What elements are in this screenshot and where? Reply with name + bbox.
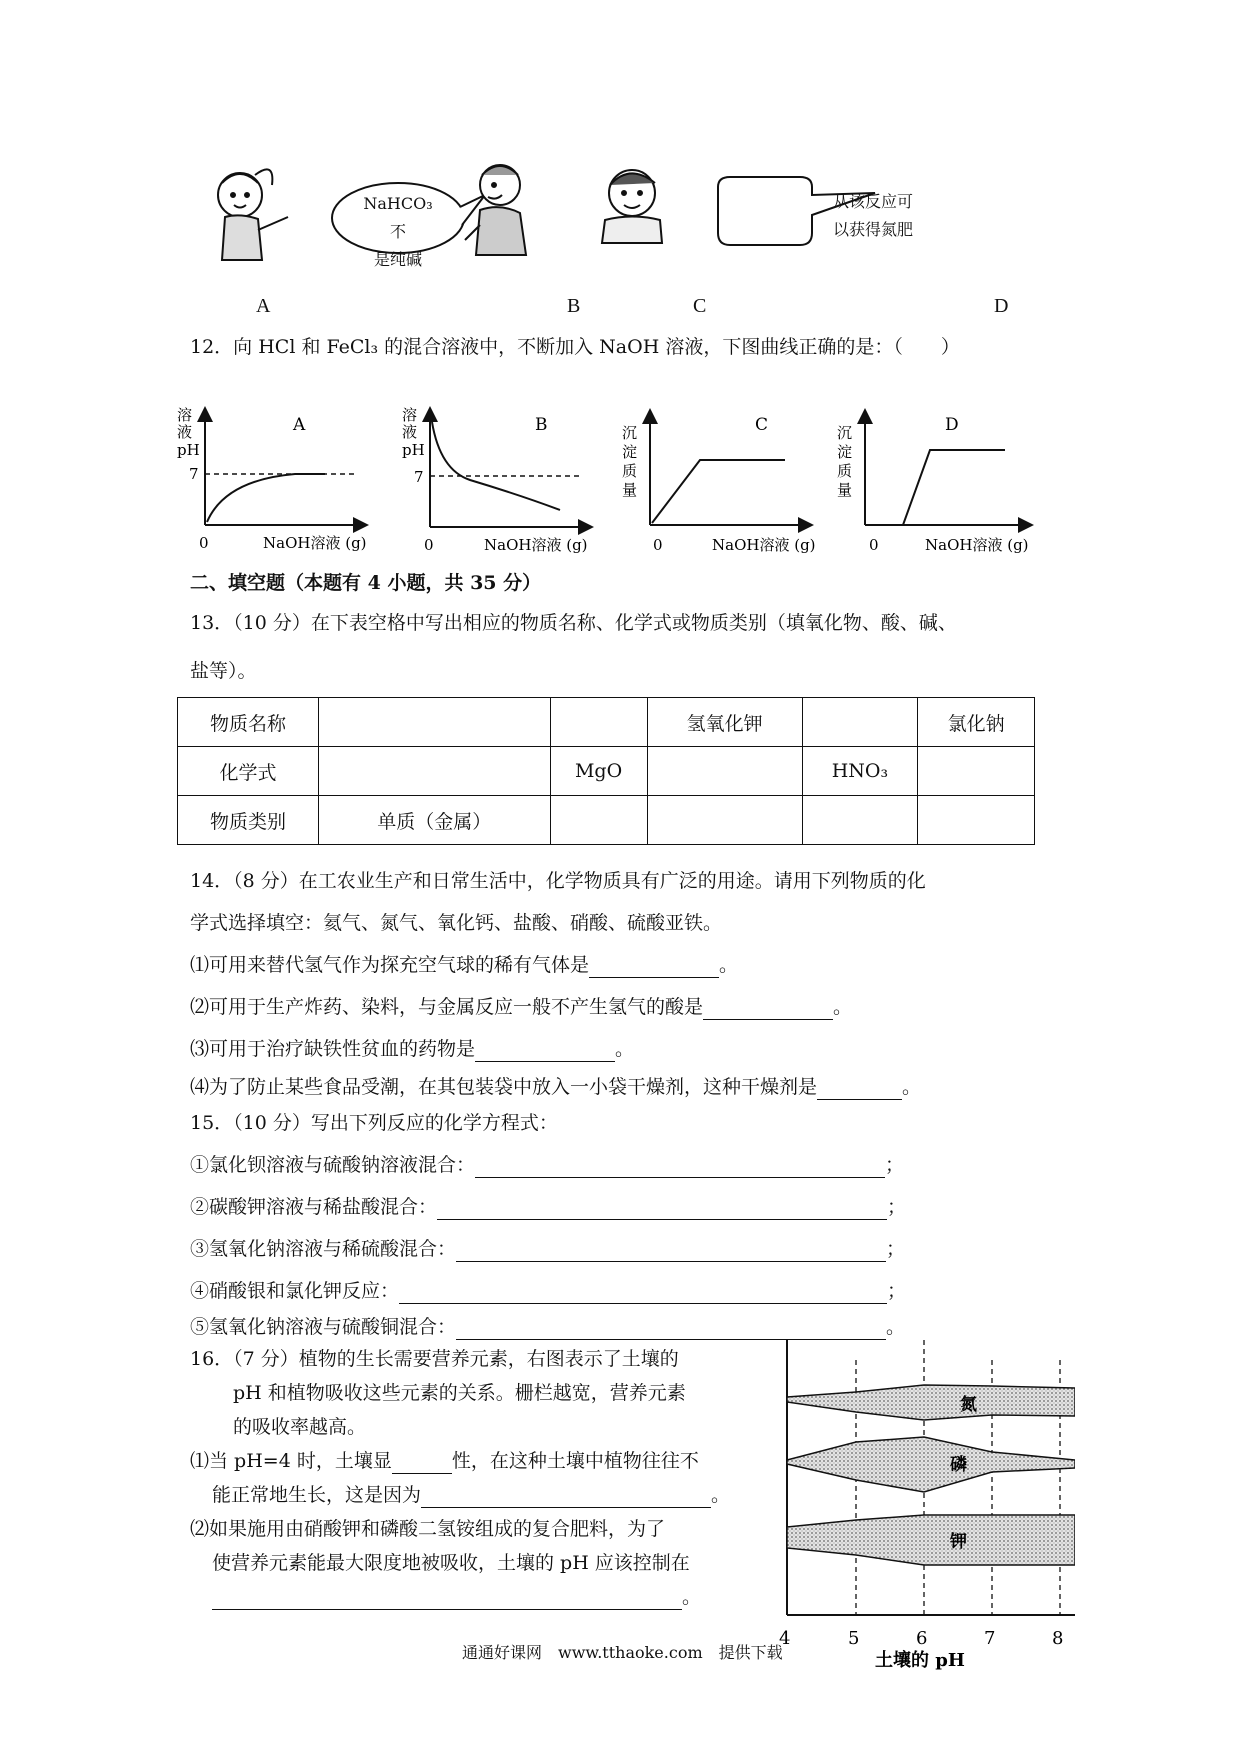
table-cell	[550, 796, 647, 845]
graph-c	[620, 400, 820, 560]
graph-a	[175, 400, 375, 560]
q15-item-4-end: ；	[887, 1280, 907, 1302]
table-cell: MgO	[550, 747, 647, 796]
table-cell	[550, 698, 647, 747]
q12-stem: 12．向 HCl 和 FeCl₃ 的混合溶液中，不断加入 NaOH 溶液，下图曲线正确的是：（ ）	[190, 336, 960, 358]
answer-blank[interactable]	[212, 1589, 682, 1610]
q16-part1-line2	[212, 1482, 730, 1508]
graph-c-xlabel: NaOH溶液 (g)	[712, 536, 816, 554]
table-cell	[802, 698, 918, 747]
table-cell	[647, 796, 802, 845]
graph-c-ylabel-1: 沉	[622, 424, 638, 442]
table-cell: 物质名称	[178, 698, 319, 747]
q15-item-2-end: ；	[887, 1196, 907, 1218]
cartoon-label-b: B	[567, 295, 581, 317]
q14-item-1-text: ⑴可用来替代氢气作为探充空气球的稀有气体是	[190, 954, 590, 976]
graph-a-seven: 7	[189, 465, 199, 483]
q15-item-5-end: 。	[886, 1316, 906, 1338]
graph-d-origin: 0	[869, 536, 879, 554]
q14-item-1	[190, 952, 738, 978]
q13-stem-line2: 盐等）。	[190, 660, 257, 682]
q14-item-3-end: 。	[615, 1038, 635, 1060]
band-label-nitrogen: 氮	[960, 1395, 977, 1415]
ph-tick-7: 7	[984, 1628, 996, 1649]
graph-b	[400, 400, 600, 560]
graph-c-origin: 0	[653, 536, 663, 554]
q14-item-2-text: ⑵可用于生产炸药、染料，与金属反应一般不产生氢气的酸是	[190, 996, 704, 1018]
q16-line3: 的吸收率越高。	[233, 1416, 367, 1438]
q15-item-1-text: ①氯化钡溶液与硫酸钠溶液混合：	[190, 1154, 476, 1176]
table-row	[178, 796, 1035, 845]
q15-item-3-end: ；	[886, 1238, 906, 1260]
graph-d-ylabel-3: 质	[837, 462, 853, 480]
graph-a-origin: 0	[199, 534, 209, 552]
q15-item-2-text: ②碳酸钾溶液与稀盐酸混合：	[190, 1196, 438, 1218]
q15-item-2	[190, 1194, 906, 1220]
table-cell	[647, 747, 802, 796]
table-cell: HNO₃	[802, 747, 918, 796]
table-cell: 单质（金属）	[319, 796, 551, 845]
answer-blank[interactable]	[392, 1453, 452, 1474]
answer-blank[interactable]	[456, 1241, 886, 1262]
q16-part1-text: ⑴当 pH=4 时，土壤显	[190, 1450, 392, 1472]
q15-item-3	[190, 1236, 905, 1262]
q14-item-4-text: ⑷为了防止某些食品受潮，在其包装袋中放入一小袋干燥剂，这种干燥剂是	[190, 1076, 818, 1098]
table-cell	[319, 747, 551, 796]
answer-blank[interactable]	[589, 957, 719, 978]
graph-a-ylabel-1: 溶	[177, 406, 193, 424]
section-2-heading: 二、填空题（本题有 4 小题，共 35 分）	[190, 572, 542, 594]
q15-item-4-text: ④硝酸银和氯化钾反应：	[190, 1280, 400, 1302]
q14-item-1-end: 。	[719, 954, 739, 976]
girl-figure-icon	[218, 169, 288, 260]
answer-blank[interactable]	[437, 1199, 887, 1220]
graph-b-origin: 0	[424, 536, 434, 554]
q16-part1-text2: 性，在这种土壤中植物往往不	[451, 1450, 699, 1472]
graph-b-xlabel: NaOH溶液 (g)	[484, 536, 588, 554]
graph-b-ylabel-2: 液	[402, 423, 418, 441]
table-row	[178, 698, 1035, 747]
bubble-d-text: 从该反应可 以获得氮肥	[832, 192, 913, 239]
ph-tick-8: 8	[1052, 1628, 1064, 1649]
graph-a-xlabel: NaOH溶液 (g)	[263, 534, 367, 552]
q16-part2-line2: 使营养元素能最大限度地被吸收，土壤的 pH 应该控制在	[212, 1552, 690, 1574]
q15-item-5	[190, 1314, 905, 1340]
answer-blank[interactable]	[399, 1283, 887, 1304]
band-label-potassium: 钾	[950, 1532, 967, 1552]
table-row	[178, 747, 1035, 796]
q16-part1-line1	[190, 1448, 699, 1474]
graph-b-ylabel-3: pH	[402, 441, 425, 459]
q14-item-4-end: 。	[902, 1076, 922, 1098]
q14-item-2	[190, 994, 852, 1020]
graph-c-ylabel-3: 质	[622, 462, 638, 480]
answer-blank[interactable]	[421, 1487, 711, 1508]
graph-d-ylabel-4: 量	[837, 481, 853, 499]
table-cell	[319, 698, 551, 747]
q14-stem-line1: 14．（8 分）在工农业生产和日常生活中，化学物质具有广泛的用途。请用下列物质的化	[190, 870, 926, 892]
soil-ph-figure	[775, 1340, 1075, 1670]
graph-c-ylabel-2: 淀	[622, 443, 638, 461]
potassium-band	[787, 1515, 1075, 1565]
band-label-phosphorus: 磷	[950, 1455, 967, 1475]
table-cell: 氯化钠	[918, 698, 1035, 747]
q16-part2-line1: ⑵如果施用由硝酸钾和磷酸二氢铵组成的复合肥料，为了	[190, 1518, 666, 1540]
ph-axis-label: 土壤的 pH	[875, 1650, 965, 1670]
graph-d-ylabel-1: 沉	[837, 424, 853, 442]
q14-item-3-text: ⑶可用于治疗缺铁性贫血的药物是	[190, 1038, 476, 1060]
graph-a-ylabel-2: 液	[177, 423, 193, 441]
q16-line1: 16．（7 分）植物的生长需要营养元素，右图表示了土壤的	[190, 1348, 679, 1370]
answer-blank[interactable]	[475, 1157, 885, 1178]
graph-b-seven: 7	[414, 468, 424, 486]
q16-part2-end: 。	[682, 1586, 702, 1608]
graph-d-xlabel: NaOH溶液 (g)	[925, 536, 1029, 554]
q13-table	[177, 697, 1035, 845]
q16-part2-line3	[212, 1584, 701, 1610]
cartoon-label-c: C	[693, 295, 707, 317]
table-cell	[802, 796, 918, 845]
q15-stem: 15．（10 分）写出下列反应的化学方程式：	[190, 1112, 558, 1134]
table-cell	[918, 796, 1035, 845]
ph-tick-4: 4	[779, 1628, 791, 1649]
graph-b-label: B	[535, 415, 548, 435]
graph-b-ylabel-1: 溶	[402, 406, 418, 424]
ph-tick-5: 5	[848, 1628, 860, 1649]
ph-tick-6: 6	[916, 1628, 928, 1649]
answer-blank[interactable]	[475, 1041, 615, 1062]
graph-c-label: C	[755, 415, 769, 435]
q16-line2: pH 和植物吸收这些元素的关系。栅栏越宽，营养元素	[233, 1382, 686, 1404]
q15-item-4	[190, 1278, 906, 1304]
q14-item-2-end: 。	[833, 996, 853, 1018]
graph-d-ylabel-2: 淀	[837, 443, 853, 461]
graph-d-label: D	[945, 415, 959, 435]
graph-a-label: A	[293, 415, 306, 435]
bubble-b-text: NaHCO₃ 不 是纯碱	[363, 194, 433, 269]
answer-blank[interactable]	[817, 1079, 902, 1100]
q14-item-3	[190, 1036, 634, 1062]
q15-item-3-text: ③氢氧化钠溶液与稀硫酸混合：	[190, 1238, 457, 1260]
cartoon-label-d: D	[994, 295, 1009, 317]
q15-item-1	[190, 1152, 904, 1178]
q16-part1-text3: 能正常地生长，这是因为	[212, 1484, 422, 1506]
answer-blank[interactable]	[456, 1319, 886, 1340]
q16-part1-end: 。	[711, 1484, 731, 1506]
q15-item-5-text: ⑤氢氧化钠溶液与硫酸铜混合：	[190, 1316, 457, 1338]
q14-stem-line2: 学式选择填空：氦气、氮气、氧化钙、盐酸、硝酸、硫酸亚铁。	[190, 912, 723, 934]
graph-a-ylabel-3: pH	[177, 441, 200, 459]
table-cell: 化学式	[178, 747, 319, 796]
graph-c-ylabel-4: 量	[622, 481, 638, 499]
q15-item-1-end: ；	[885, 1154, 905, 1176]
table-cell	[918, 747, 1035, 796]
q14-item-4	[190, 1074, 921, 1100]
child-figure-icon	[602, 170, 662, 243]
answer-blank[interactable]	[703, 999, 833, 1020]
phosphorus-band	[787, 1437, 1075, 1492]
cartoon-label-a: A	[256, 295, 271, 317]
nitrogen-band	[787, 1385, 1075, 1420]
q13-stem-line1: 13．（10 分）在下表空格中写出相应的物质名称、化学式或物质类别（填氧化物、酸、碱、	[190, 612, 957, 634]
graph-d	[835, 400, 1035, 560]
footer-credit: 通通好课网 www.tthaoke.com 提供下载	[462, 1643, 783, 1662]
table-cell: 物质类别	[178, 796, 319, 845]
table-cell: 氢氧化钾	[647, 698, 802, 747]
